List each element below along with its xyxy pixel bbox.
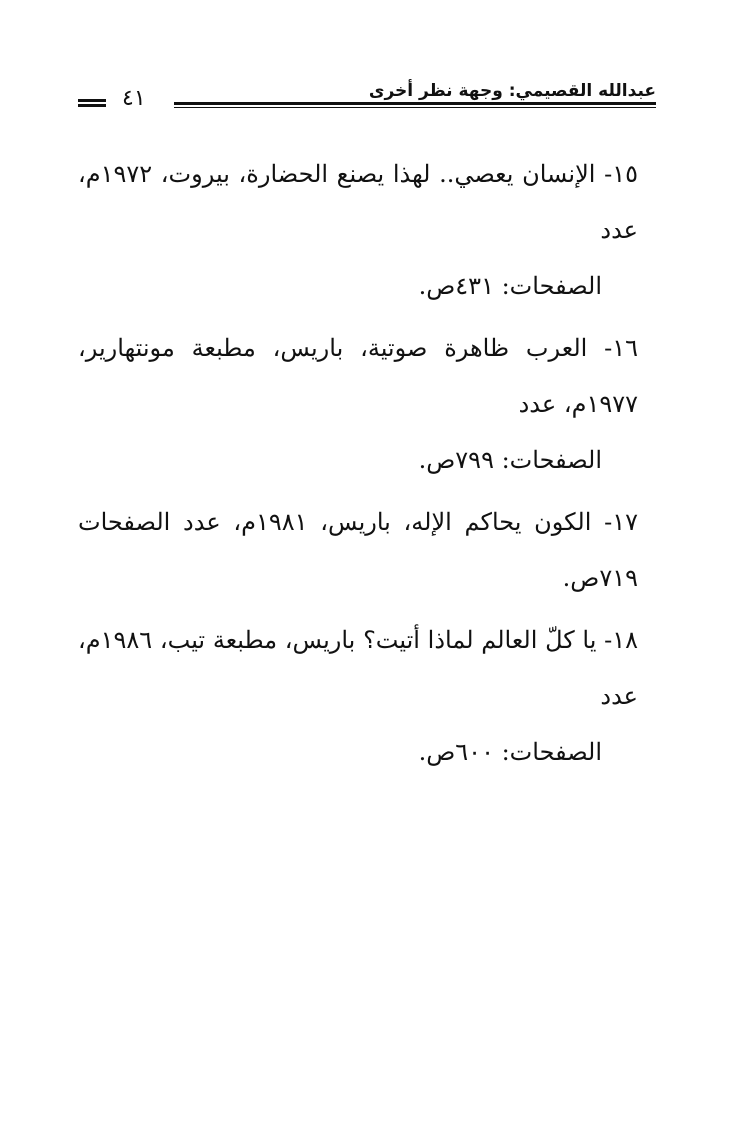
header-rule-thin (174, 107, 656, 108)
entry-number: ١٨ (612, 626, 638, 654)
entry-text-line1: - الإنسان يعصي.. لهذا يصنع الحضارة، بيروت، ١٩٧٢م، عدد (78, 160, 638, 244)
bibliography-list (78, 146, 638, 786)
page-number: ٤١ (122, 86, 146, 111)
entry-text-line2: الصفحات: ٦٠٠ص. (418, 738, 602, 766)
dash-bar-top (78, 99, 106, 102)
header-rule-thick (174, 102, 656, 105)
entry-number: ١٦ (612, 334, 638, 362)
bibliography-entry-17 (78, 494, 638, 606)
entry-number: ١٥ (612, 160, 638, 188)
entry-text-line1: - الكون يحاكم الإله، باريس، ١٩٨١م، عدد الصفحات ٧١٩ص. (78, 508, 638, 592)
header-dash-ornament (78, 99, 106, 107)
bibliography-entry-16 (78, 320, 638, 488)
entry-text-line1: - يا كلّ العالم لماذا أتيت؟ باريس، مطبعة تيب، ١٩٨٦م، عدد (78, 626, 638, 710)
entry-text-line2: الصفحات: ٧٩٩ص. (418, 446, 602, 474)
running-title: عبدالله القصيمي: وجهة نظر أخرى (368, 81, 656, 101)
entry-text-line2: الصفحات: ٤٣١ص. (418, 272, 602, 300)
bibliography-entry-15 (78, 146, 638, 314)
page-header (78, 80, 656, 114)
bibliography-entry-18 (78, 612, 638, 780)
entry-number: ١٧ (612, 508, 638, 536)
dash-bar-bottom (78, 104, 106, 107)
entry-text-line1: - العرب ظاهرة صوتية، باريس، مطبعة مونتهارير، ١٩٧٧م، عدد (78, 334, 638, 418)
